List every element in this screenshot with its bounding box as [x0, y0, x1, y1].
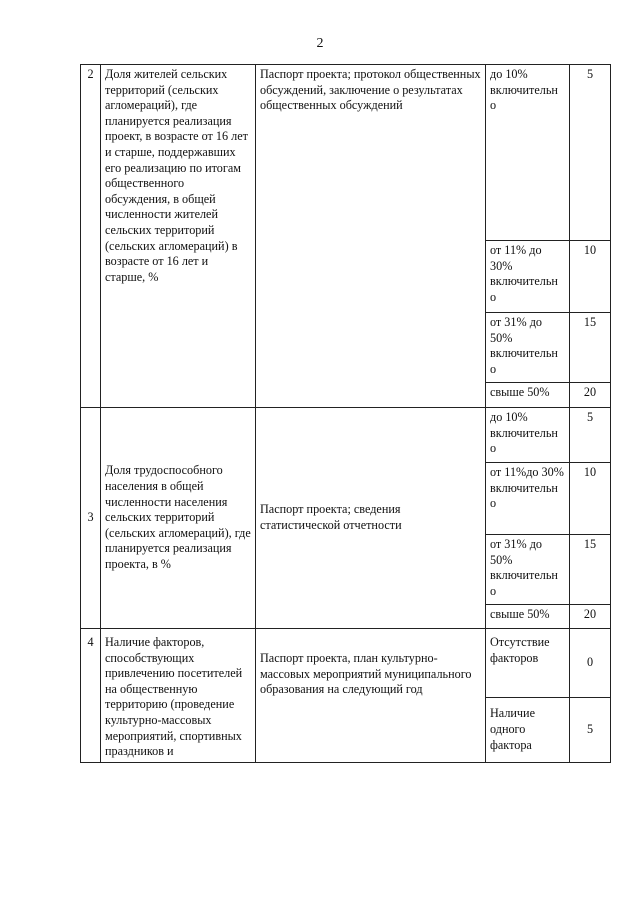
row-number: 2: [81, 65, 101, 408]
source-documents: Паспорт проекта; протокол общественных обсуждений, заключение о результатах общественных обсуждений: [256, 65, 486, 408]
source-documents: Паспорт проекта; сведения статистической отчетности: [256, 408, 486, 629]
grade-score: 20: [570, 605, 611, 629]
row-number: 3: [81, 408, 101, 629]
grade-range: до 10% включительн о: [486, 65, 570, 241]
grade-range: Отсутствие факторов: [486, 629, 570, 698]
grade-score: 5: [570, 697, 611, 762]
indicator-text: Доля жителей сельских территорий (сельских агломераций), где планируется реализация проект, в возрасте от 16 лет и старше, поддержавших его реализацию по итогам общественного обсуждения, в общей численности жителей сельских территорий (сельских агломераций) в возрасте от 16 лет и старше, %: [101, 65, 256, 408]
grade-score: 10: [570, 241, 611, 313]
source-documents: Паспорт проекта, план культурно-массовых мероприятий муниципального образования на следующий год: [256, 629, 486, 763]
grade-score: 5: [570, 408, 611, 463]
grade-range: свыше 50%: [486, 383, 570, 408]
grade-score: 0: [570, 629, 611, 698]
grade-range: от 11% до 30% включительн о: [486, 241, 570, 313]
grade-range: до 10% включительн о: [486, 408, 570, 463]
table-row: [81, 65, 611, 241]
indicator-text: Наличие факторов, способствующих привлечению посетителей на общественную территорию (проведение культурно-массовых мероприятий, спортивных праздников и: [101, 629, 256, 763]
table-row: [81, 629, 611, 698]
grade-score: 15: [570, 535, 611, 605]
row-number: 4: [81, 629, 101, 763]
grade-range: Наличие одного фактора: [486, 697, 570, 762]
grade-range: от 31% до 50% включительн о: [486, 535, 570, 605]
grade-range: от 31% до 50% включительн о: [486, 313, 570, 383]
page-number: 2: [316, 36, 324, 51]
grade-range: свыше 50%: [486, 605, 570, 629]
indicator-text: Доля трудоспособного населения в общей численности населения сельских территорий (сельских агломераций), где планируется реализация проекта, в %: [101, 408, 256, 629]
grade-score: 15: [570, 313, 611, 383]
grade-score: 5: [570, 65, 611, 241]
grade-score: 10: [570, 463, 611, 535]
grade-score: 20: [570, 383, 611, 408]
table-row: [81, 408, 611, 463]
grade-range: от 11%до 30% включительн о: [486, 463, 570, 535]
criteria-table: [80, 64, 611, 763]
